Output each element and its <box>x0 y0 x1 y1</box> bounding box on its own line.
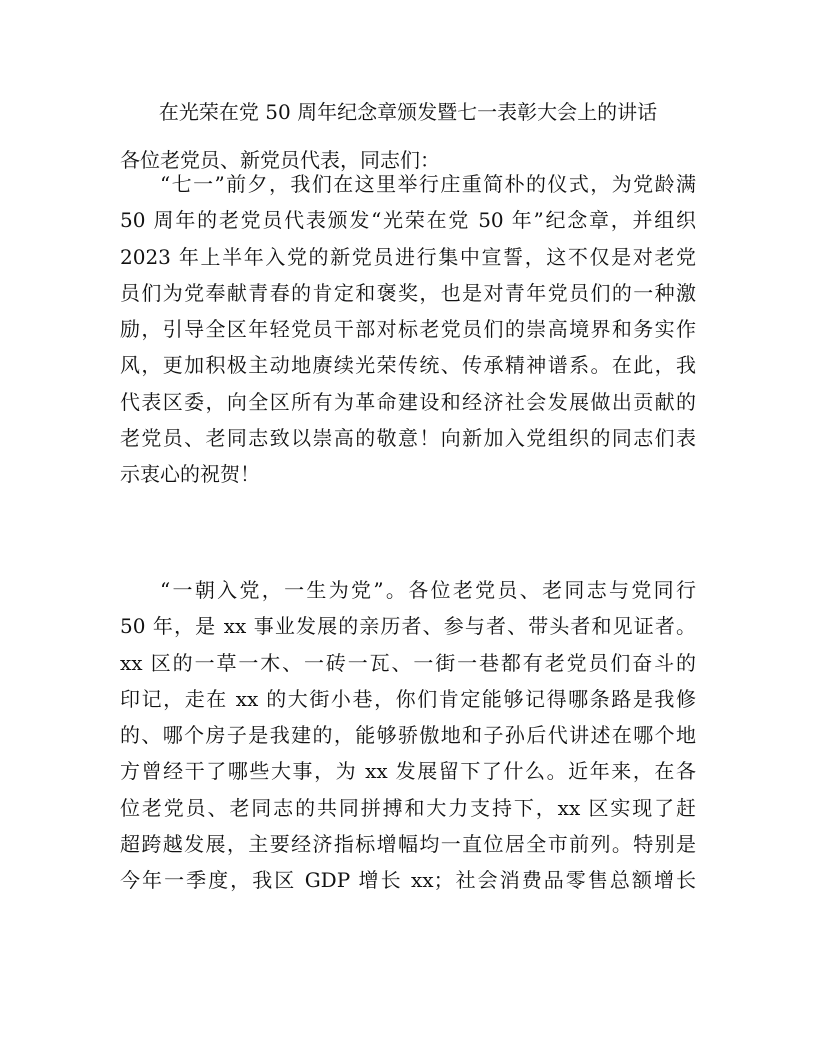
paragraph-line: “七一”前夕，我们在这里举行庄重简朴的仪式，为党龄满 <box>160 172 696 196</box>
paragraph-line: 示衷心的祝贺！ <box>120 462 260 487</box>
paragraph-line: 方曾经干了哪些大事，为 xx 发展留下了什么。近年来，在各 <box>120 759 696 784</box>
paragraph-line: “一朝入党，一生为党”。各位老党员、老同志与党同行 <box>160 578 696 602</box>
paragraph-line: 位老党员、老同志的共同拼搏和大力支持下，xx 区实现了赶 <box>120 795 696 820</box>
paragraph-2 <box>120 572 696 899</box>
paragraph-line: 风，更加积极主动地赓续光荣传统、传承精神谱系。在此，我 <box>120 353 696 378</box>
paragraph-line: 2023 年上半年入党的新党员进行集中宣誓，这不仅是对老党 <box>120 244 696 269</box>
paragraph-line: 代表区委，向全区所有为革命建设和经济社会发展做出贡献的 <box>120 389 696 414</box>
paragraph-line: 员们为党奉献青春的肯定和褒奖，也是对青年党员们的一种激 <box>120 280 696 305</box>
paragraph-line: 励，引导全区年轻党员干部对标老党员们的崇高境界和务实作 <box>120 317 696 342</box>
paragraph-line: xx 区的一草一木、一砖一瓦、一街一巷都有老党员们奋斗的 <box>120 650 696 675</box>
paragraph-1 <box>120 166 696 493</box>
paragraph-line: 印记，走在 xx 的大街小巷，你们肯定能够记得哪条路是我修 <box>120 686 696 711</box>
speech-title: 在光荣在党 50 周年纪念章颁发暨七一表彰大会上的讲话 <box>158 100 658 124</box>
paragraph-line: 超跨越发展，主要经济指标增幅均一直位居全市前列。特别是 <box>120 832 696 857</box>
paragraph-line: 50 年，是 xx 事业发展的亲历者、参与者、带头者和见证者。 <box>120 614 696 639</box>
paragraph-line: 老党员、老同志致以崇高的敬意！向新加入党组织的同志们表 <box>120 426 696 451</box>
paragraph-line: 今年一季度，我区 GDP 增长 xx；社会消费品零售总额增长 <box>120 868 696 893</box>
salutation: 各位老党员、新党员代表，同志们： <box>120 148 440 172</box>
paragraph-line: 50 周年的老党员代表颁发“光荣在党 50 年”纪念章，并组织 <box>120 208 696 233</box>
paragraph-line: 的、哪个房子是我建的，能够骄傲地和子孙后代讲述在哪个地 <box>120 723 696 748</box>
